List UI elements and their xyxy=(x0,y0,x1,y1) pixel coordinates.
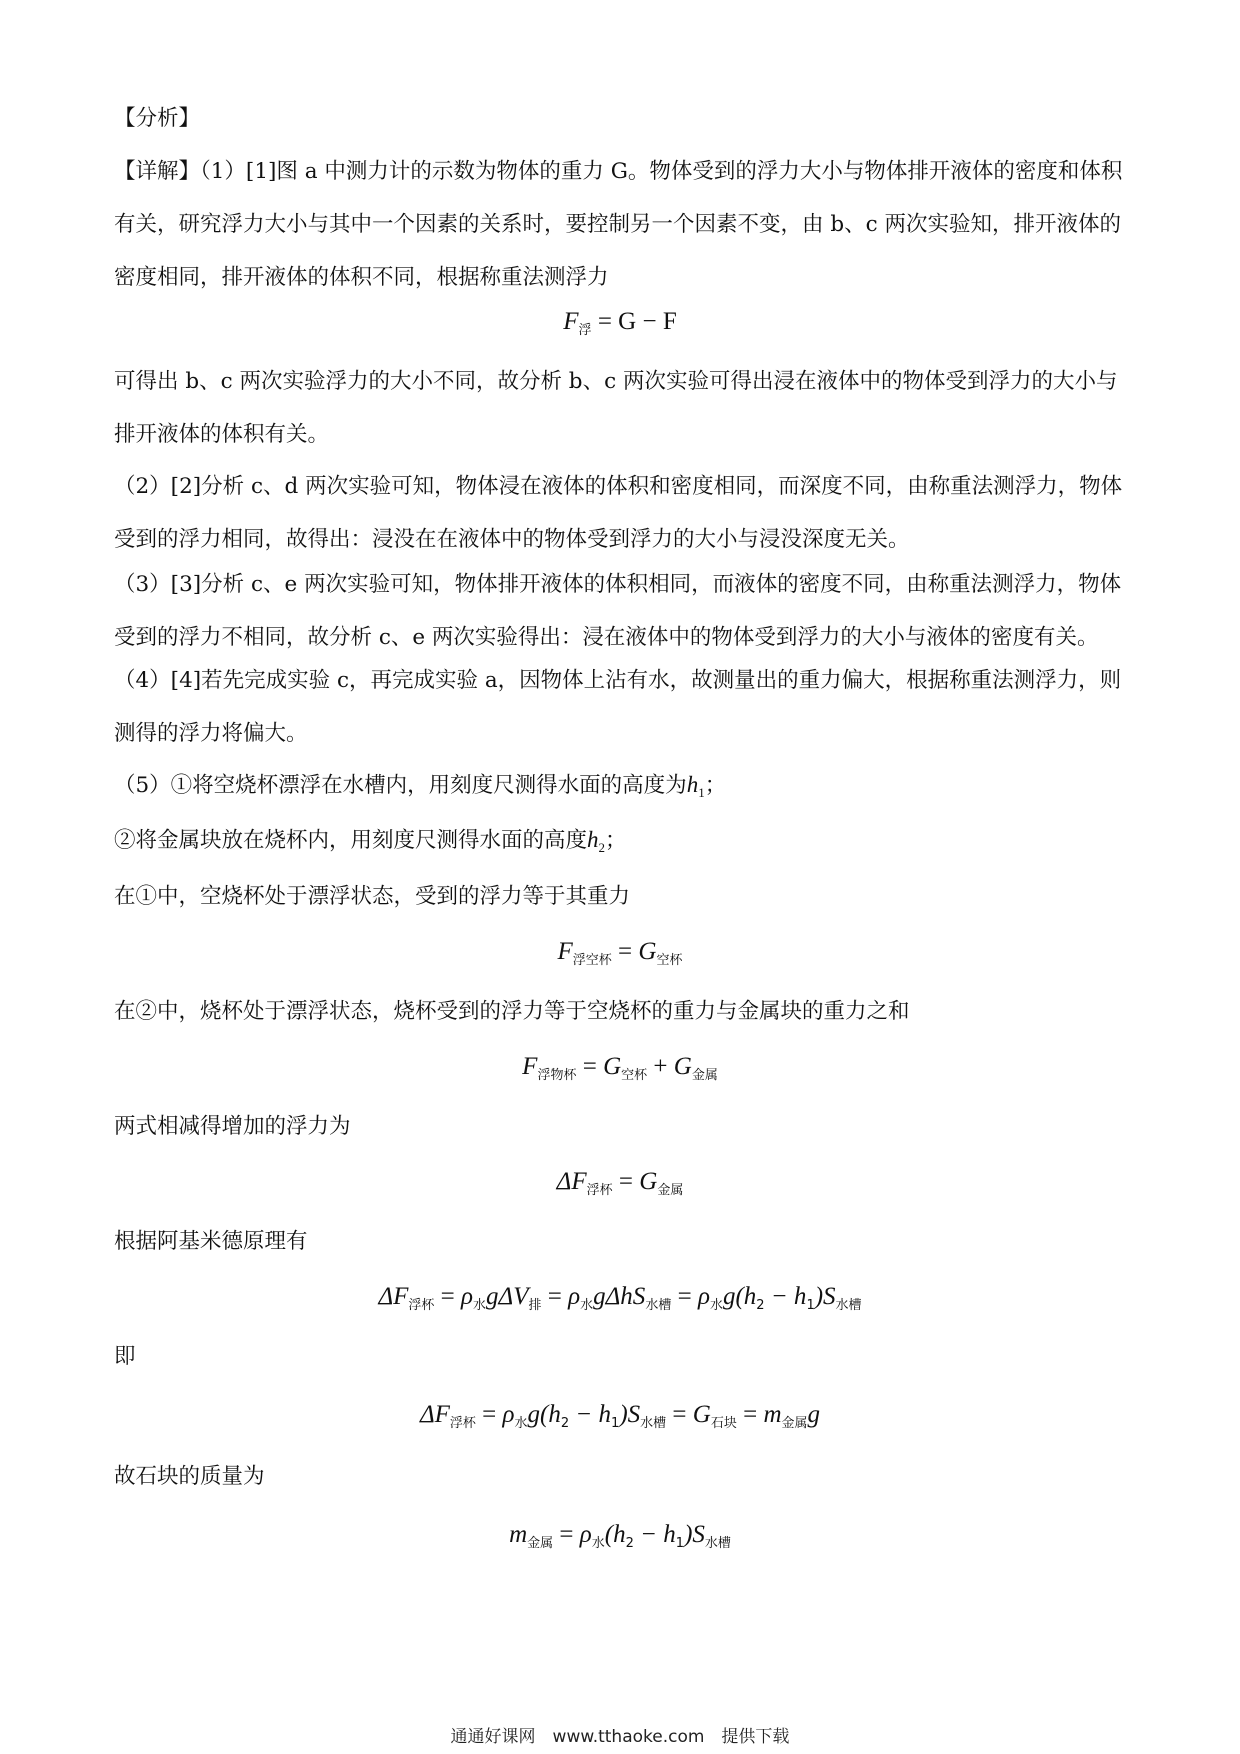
paragraph-subtract: 两式相减得增加的浮力为 xyxy=(114,1114,351,1139)
paragraph-archimedes: 根据阿基米德原理有 xyxy=(114,1229,308,1254)
paragraph-detail-1: 【详解】（1）[1]图 a 中测力计的示数为物体的重力 G。物体受到的浮力大小与物体排开液体的密度和体积有关，研究浮力大小与其中一个因素的关系时，要控制另一个因素不变，由 b、c 两次实验知，排开液体的密度相同，排开液体的体积不同，根据称重法测浮力 xyxy=(114,159,1123,290)
equation-archimedes: $\Delta F_{浮杯} = \rho_水g\Delta V_排 = \rho_水g\Delta hS_{水槽} = \rho_水g(h_2 - h_1)S_{水槽}$ xyxy=(378,1283,862,1313)
paragraph-mass: 故石块的质量为 xyxy=(114,1464,265,1489)
equation-empty-cup: $F_{浮空杯} = G_{空杯}$ xyxy=(557,938,683,968)
paragraph-step-2: ②将金属块放在烧杯内，用刻度尺测得水面的高度$h_2$； xyxy=(114,827,627,855)
paragraph-question-4: （4）[4]若先完成实验 c，再完成实验 a，因物体上沾有水，故测量出的重力偏大，根据称重法测浮力，则测得的浮力将偏大。 xyxy=(114,668,1122,746)
section-heading: 【分析】 xyxy=(114,106,201,131)
paragraph-namely: 即 xyxy=(114,1344,136,1369)
equation-metal-mass: $m_{金属} = \rho_水(h_2 - h_1)S_{水槽}$ xyxy=(509,1521,731,1551)
equation-stone-weight: $\Delta F_{浮杯} = \rho_水g(h_2 - h_1)S_{水槽} = G_{石块} = m_{金属}g$ xyxy=(419,1401,821,1431)
equation-delta-buoyancy: $\Delta F_{浮杯} = G_{金属}$ xyxy=(556,1168,684,1198)
paragraph-state-1: 在①中，空烧杯处于漂浮状态，受到的浮力等于其重力 xyxy=(114,884,631,909)
paragraph-state-2: 在②中，烧杯处于漂浮状态，烧杯受到的浮力等于空烧杯的重力与金属块的重力之和 xyxy=(114,999,910,1024)
equation-buoyancy-weighing: $F_浮 = G - F$ xyxy=(563,308,677,338)
equation-cup-with-metal: $F_{浮物杯} = G_{空杯} + G_{金属}$ xyxy=(522,1053,718,1083)
paragraph-question-2: （2）[2]分析 c、d 两次实验可知，物体浸在液体的体积和密度相同，而深度不同，由称重法测浮力，物体受到的浮力相同，故得出：浸没在在液体中的物体受到浮力的大小与浸没深度无关。 xyxy=(114,474,1123,552)
paragraph-question-3: （3）[3]分析 c、e 两次实验可知，物体排开液体的体积相同，而液体的密度不同，由称重法测浮力，物体受到的浮力不相同，故分析 c、e 两次实验得出：浸在液体中的物体受到浮力的大小与液体的密度有关。 xyxy=(114,572,1122,650)
page-footer: 通通好课网 www.tthaoke.com 提供下载 xyxy=(450,1727,790,1747)
paragraph-step-1: （5）①将空烧杯漂浮在水槽内，用刻度尺测得水面的高度为$h_1$； xyxy=(114,772,727,800)
paragraph-conclusion-1: 可得出 b、c 两次实验浮力的大小不同，故分析 b、c 两次实验可得出浸在液体中的物体受到浮力的大小与排开液体的体积有关。 xyxy=(114,369,1118,447)
